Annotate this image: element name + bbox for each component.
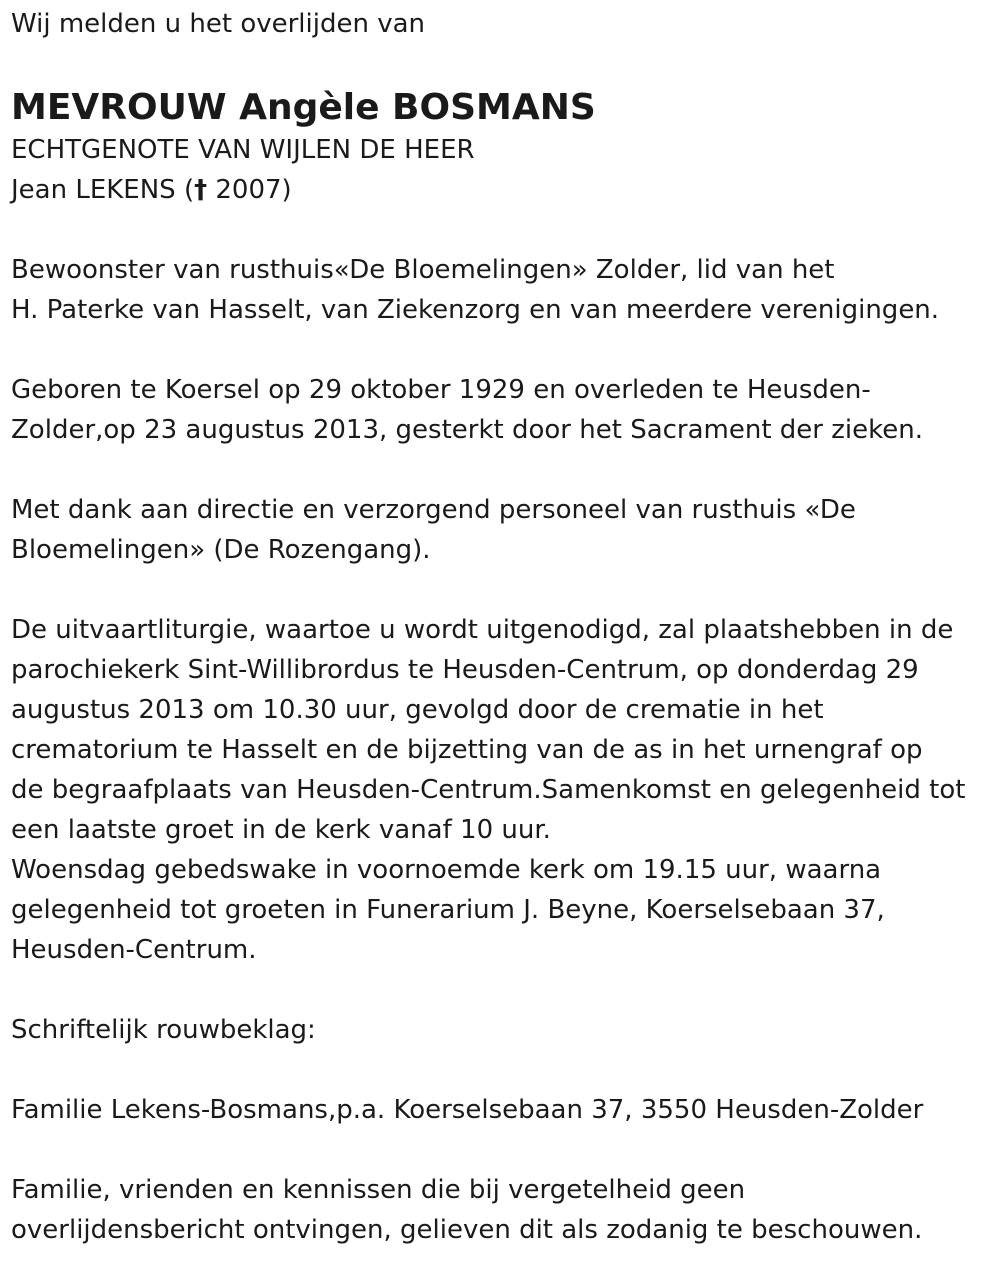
spacer [11,1130,996,1170]
intro-text: Wij melden u het overlijden van [11,9,426,39]
spacer [11,210,996,250]
paragraph-line: parochiekerk Sint-Willibrordus te Heusden-Centrum, op donderdag 29 [11,655,919,685]
paragraph-line: H. Paterke van Hasselt, van Ziekenzorg en van meerdere verenigingen. [11,295,940,325]
thanks-paragraph [11,490,996,570]
paragraph-line: crematorium te Hasselt en de bijzetting van de as in het urnengraf op [11,735,923,765]
spacer [11,450,996,490]
spouse-death-year: 2007) [207,175,292,205]
funeral-paragraph [11,610,996,970]
paragraph-line: de begraafplaats van Heusden-Centrum.Samenkomst en gelegenheid tot [11,775,966,805]
spouse-name-line [11,170,996,210]
condolence-label: Schriftelijk rouwbeklag: [11,1015,316,1045]
spouse-line: ECHTGENOTE VAN WIJLEN DE HEER [11,135,475,165]
spouse-name: Jean LEKENS ( [11,175,195,205]
cross-icon: † [194,175,208,205]
spacer [11,1050,996,1090]
paragraph-line: Heusden-Centrum. [11,935,257,965]
paragraph-line: Bloemelingen» (De Rozengang). [11,535,431,565]
paragraph-line: Woensdag gebedswake in voornoemde kerk om 19.15 uur, waarna [11,855,882,885]
paragraph-line: De uitvaartliturgie, waartoe u wordt uitgenodigd, zal plaatshebben in de [11,615,954,645]
deceased-name: MEVROUW Angèle BOSMANS [11,87,596,128]
spacer [11,970,996,1010]
paragraph-line: Zolder,op 23 augustus 2013, gesterkt door het Sacrament der zieken. [11,415,923,445]
paragraph-line: overlijdensbericht ontvingen, gelieven dit als zodanig te beschouwen. [11,1215,923,1245]
condolence-address: Familie Lekens-Bosmans,p.a. Koerselsebaan 37, 3550 Heusden-Zolder [11,1095,924,1125]
paragraph-line: Geboren te Koersel op 29 oktober 1929 en overleden te Heusden- [11,375,871,405]
paragraph-line: een laatste groet in de kerk vanaf 10 uur. [11,815,551,845]
paragraph-line: Familie, vrienden en kennissen die bij vergetelheid geen [11,1175,746,1205]
paragraph-line: gelegenheid tot groeten in Funerarium J. Beyne, Koerselsebaan 37, [11,895,885,925]
spacer [11,330,996,370]
paragraph-line: augustus 2013 om 10.30 uur, gevolgd door de crematie in het [11,695,824,725]
closing-paragraph [11,1170,996,1250]
paragraph-line: Met dank aan directie en verzorgend personeel van rusthuis «De [11,495,856,525]
death-notice [11,0,996,1250]
birth-death-paragraph [11,370,996,450]
residence-paragraph [11,250,996,330]
paragraph-line: Bewoonster van rusthuis«De Bloemelingen» Zolder, lid van het [11,255,835,285]
spacer [11,570,996,610]
